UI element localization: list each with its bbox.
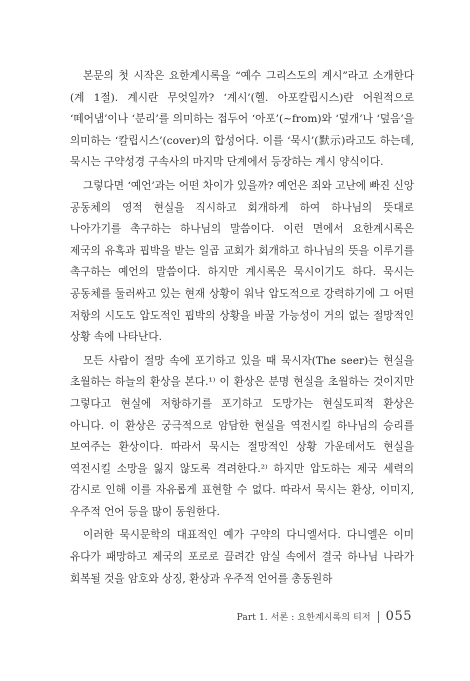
paragraph: 본문의 첫 시작은 요한계시록을 “예수 그리스도의 계시”라고 소개한다(계 1절). 계시란 무엇일까? ‘계시’(헬. 아포칼립시스)란 어원적으로 ‘떼어냄’이나 ‘분리’를 의미하는 접두어 ‘아포’(~from)와 ‘덮개’나 ‘덮음’을 의미하는 ‘칼립시스’(cover)의 합성어다. 이를 ‘묵시’(默示)라고도 하는데, 묵시는 구약성경 구속사의 마지막 단계에서 등장하는 계시 양식이다. bbox=[70, 70, 414, 169]
body-text bbox=[70, 66, 414, 590]
page-footer bbox=[237, 609, 412, 624]
page-number: 055 bbox=[385, 609, 412, 624]
footer-divider bbox=[378, 611, 379, 623]
paragraph: 그렇다면 ‘예언’과는 어떤 차이가 있을까? 예언은 죄와 고난에 빠진 신앙 공동체의 영적 현실을 직시하고 회개하게 하여 하나님의 뜻대로 나아가기를 촉구하는 하나님의 말씀이다. 이런 면에서 요한계시록은 제국의 유혹과 핍박을 받는 일곱 교회가 회개하고 하나님의 뜻을 이루기를 촉구하는 예언의 말씀이다. 하지만 계시록은 묵시이기도 하다. 묵시는 공동체를 둘러싸고 있는 현재 상황이 워낙 압도적으로 강력하기에 그 어떤 저항의 시도도 압도적인 핍박의 상황을 바꿀 가능성이 거의 없는 절망적인 상황 속에 나타난다. bbox=[70, 179, 414, 344]
paragraph: 이러한 묵시문학의 대표적인 예가 구약의 다니엘서다. 다니엘은 이미 유다가 패망하고 제국의 포로로 끌려간 암실 속에서 결국 하나님 나라가 회복될 것을 암호와 상징, 환상과 우주적 언어를 총동원하 bbox=[70, 529, 414, 585]
paragraph: 모든 사람이 절망 속에 포기하고 있을 때 묵시자(The seer)는 현실을 초월하는 하늘의 환상을 본다.¹⁾ 이 환상은 분명 현실을 초월하는 것이지만 그렇다고 현실에 저항하기를 포기하고 도망가는 현실도피적 환상은 아니다. 이 환상은 궁극적으로 암담한 현실을 역전시킬 하나님의 승리를 보여주는 환상이다. 따라서 묵시는 절망적인 상황 가운데서도 현실을 역전시킬 소망을 잃지 않도록 격려한다.²⁾ 하지만 압도하는 제국 세력의 감시로 인해 이를 자유롭게 표현할 수 없다. 따라서 묵시는 환상, 이미지, 우주적 언어 등을 많이 동원한다. bbox=[70, 354, 414, 518]
running-footer-title: Part 1. 서론 : 요한계시록의 티저 bbox=[236, 613, 371, 623]
